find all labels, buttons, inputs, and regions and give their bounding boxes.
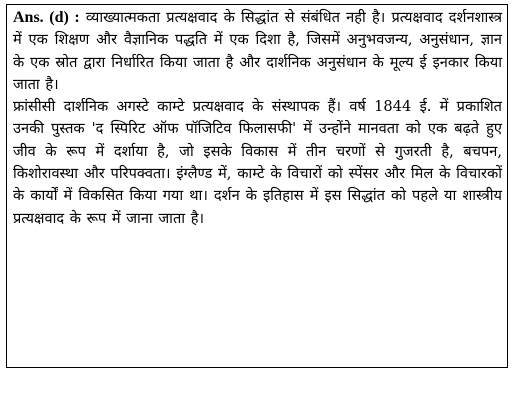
answer-paragraph-1-text: व्याख्यात्मकता प्रत्यक्षवाद के सिद्धांत से संबंधित नही है। प्रत्यक्षवाद दर्शनशास्त्र में एक शिक्षण और वैज्ञानिक पद्धति में एक दिशा है, जिसमें अनुभवजन्य, अनुसंधान, ज्ञान के एक स्रोत द्वारा निर्धारित किया जाता है और दार्शनिक अनुसंधान के मूल्य ई इनकार किया जाता है। <box>13 9 503 93</box>
answer-label: Ans. (d) : <box>13 9 80 26</box>
answer-paragraph-2: फ्रांसीसी दार्शनिक अगस्टे काम्टे प्रत्यक्षवाद के संस्थापक हैं। वर्ष 1844 ई. में प्रकाशित उनकी पुस्तक 'द स्पिरिट ऑफ पॉजिटिव फिलासफी' में उन्होंने मानवता को एक बढ़ते हुए जीव के रूप में दर्शाया है, जो इसके विकास में तीन चरणों से गुजरती है, बचपन, किशोरावस्था और परिपक्वता। इंग्लैण्ड में, काम्टे के विचारों को स्पेंसर और मिल के विचारकों के कार्यों में विकसित किया गया था। दर्शन के इतिहास में इस सिद्धांत को पहले या शास्त्रीय प्रत्यक्षवाद के रूप में जाना जाता है। <box>13 98 502 227</box>
answer-paragraph-1 <box>13 7 502 96</box>
answer-box <box>6 4 508 368</box>
